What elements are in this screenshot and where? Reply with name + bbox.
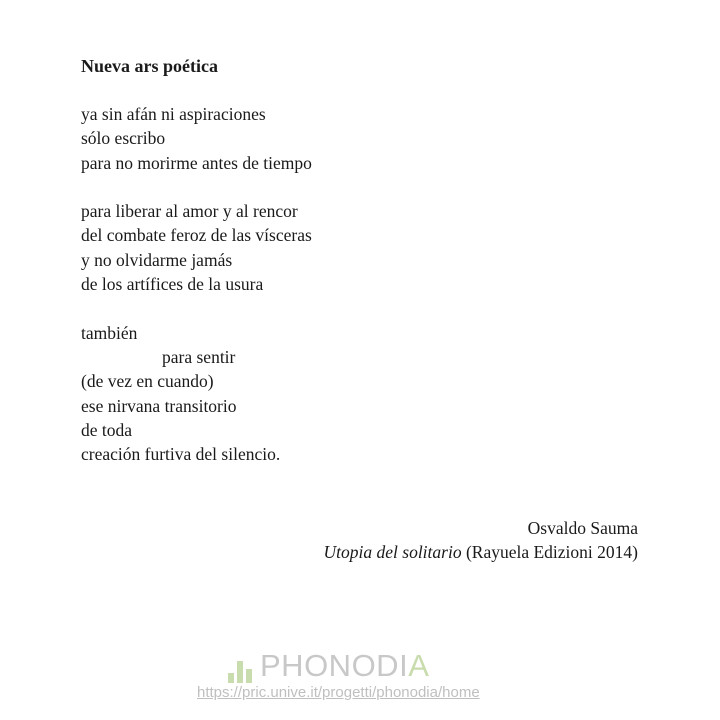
stanza-1 (81, 102, 312, 175)
stanza-2 (81, 199, 312, 296)
poem-line: ese nirvana transitorio (81, 395, 237, 416)
logo-text-accent: A (408, 648, 430, 683)
phonodia-logo (228, 647, 429, 683)
poem-line: (de vez en cuando) (81, 371, 214, 392)
author-name: Osvaldo Sauma (527, 518, 638, 538)
poem-line: para no morirme antes de tiempo (81, 152, 312, 173)
poem-line: ya sin afán ni aspiraciones (81, 104, 266, 124)
poem-line-indented: para sentir (162, 346, 236, 367)
logo-text-main: PHONODI (260, 648, 409, 683)
poem-line: sólo escribo (81, 128, 166, 149)
poem-title: Nueva ars poética (81, 56, 218, 76)
book-title: Utopia del solitario (323, 542, 462, 563)
poem-body (81, 102, 312, 466)
poem-line: de toda (81, 419, 133, 440)
stanza-3 (81, 321, 312, 467)
poem-line: del combate feroz de las vísceras (81, 225, 312, 246)
logo-text (260, 649, 429, 683)
poem-line: y no olvidarme jamás (81, 249, 233, 270)
source-line (324, 540, 638, 564)
poem-line: también (81, 322, 138, 343)
publisher-info: (Rayuela Edizioni 2014) (465, 542, 638, 563)
poem-line: creación furtiva del silencio. (81, 444, 281, 465)
poem-line: de los artífices de la usura (81, 274, 264, 295)
poem-line: para liberar al amor y al rencor (81, 201, 298, 222)
bar-chart-icon (228, 653, 252, 683)
poem-credit (324, 516, 638, 565)
source-url-link[interactable]: https://pric.unive.it/progetti/phonodia/home (197, 684, 480, 701)
